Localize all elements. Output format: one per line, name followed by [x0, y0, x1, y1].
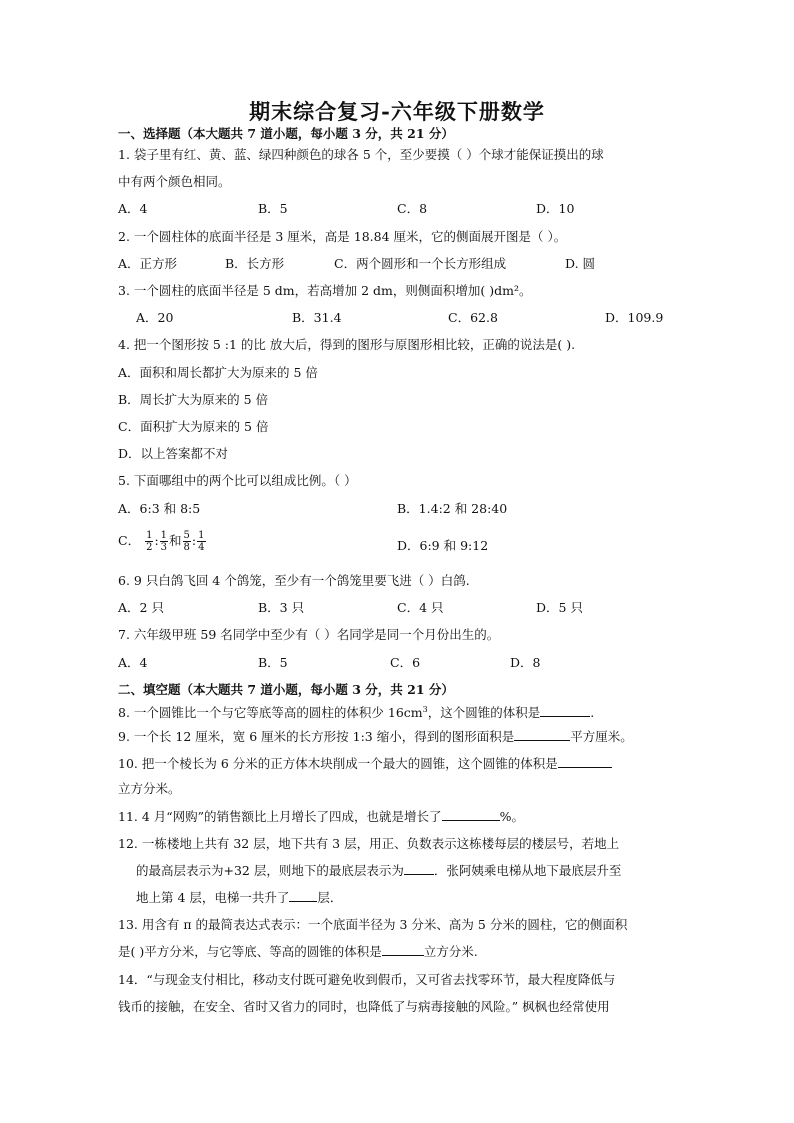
q3-option-a: A．20 — [136, 310, 174, 325]
q6-option-a: A．2 只 — [118, 600, 164, 615]
q2-option-b: B．长方形 — [225, 256, 285, 271]
q6-option-b: B．3 只 — [258, 600, 305, 615]
q7-option-b: B．5 — [258, 655, 288, 670]
q3-option-c: C．62.8 — [448, 310, 498, 325]
q2-option-d: D. 圆 — [565, 256, 596, 271]
question-3-text: 3. 一个圆柱的底面半径是 5 dm，若高增加 2 dm，则侧面积增加( )dm²。 — [118, 283, 532, 298]
question-14-text-cont: 钱币的接触，在安全、省时又省力的同时，也降低了与病毒接触的风险。” 枫枫也经常使用 — [118, 999, 610, 1014]
question-1-text-cont: 中有两个颜色相同。 — [118, 174, 231, 189]
q7-option-c: C．6 — [390, 655, 421, 670]
q7-option-d: D．8 — [510, 655, 541, 670]
fraction: $\frac{1}{4}$ — [198, 530, 205, 553]
question-12-text: 12. 一栋楼地上共有 32 层，地下共有 3 层，用正、负数表示这栋楼每层的楼层号，若地上 — [118, 836, 620, 851]
answer-blank[interactable] — [540, 705, 590, 717]
question-5-text: 5. 下面哪组中的两个比可以组成比例。（ ） — [118, 473, 357, 488]
fraction: $\frac{1}{3}$ — [160, 530, 168, 553]
question-6-text: 6. 9 只白鸽飞回 4 个鸽笼，至少有一个鸽笼里要飞进（ ）白鸽. — [118, 573, 470, 588]
question-11-text: 11. 4 月“网购”的销售额比上月增长了四成，也就是增长了 %。 — [118, 809, 524, 824]
q5-option-c: C． $\frac{1}{2}$ : $\frac{1}{3}$ 和 $\frac{5}{8}$ : $\frac{1}{4}$ — [118, 530, 205, 553]
question-8-text: 8. 一个圆锥比一个与它等底等高的圆柱的体积少 $16cm^3$，这个圆锥的体积是 . — [118, 705, 595, 721]
question-2-text: 2. 一个圆柱体的底面半径是 3 厘米，高是 18.84 厘米，它的侧面展开图是（ ）。 — [118, 229, 567, 244]
q3-option-b: B．31.4 — [292, 310, 342, 325]
question-9-text: 9. 一个长 12 厘米，宽 6 厘米的长方形按 1:3 缩小，得到的图形面积是 平方厘米。 — [118, 729, 633, 744]
q2-option-c: C．两个圆形和一个长方形组成 — [334, 256, 507, 271]
q4-option-b: B．周长扩大为原来的 5 倍 — [118, 392, 269, 407]
q4-option-d: D．以上答案都不对 — [118, 446, 229, 461]
q7-option-a: A．4 — [118, 655, 148, 670]
q1-option-c: C．8 — [397, 201, 428, 216]
q1-option-d: D．10 — [536, 201, 575, 216]
fraction: $\frac{5}{8}$ — [183, 530, 190, 553]
section-heading-fill: 二、填空题（本大题共 7 道小题，每小题 3 分，共 21 分） — [118, 682, 454, 697]
question-10-text: 10. 把一个棱长为 6 分米的正方体木块削成一个最大的圆锥，这个圆锥的体积是 — [118, 756, 612, 772]
q6-option-d: D．5 只 — [536, 600, 583, 615]
answer-blank[interactable] — [558, 756, 612, 768]
q5-option-c-label: C． — [118, 533, 141, 548]
q4-option-c: C．面积扩大为原来的 5 倍 — [118, 419, 269, 434]
question-7-text: 7. 六年级甲班 59 名同学中至少有（ ）名同学是同一个月份出生的。 — [118, 627, 500, 642]
q1-option-b: B．5 — [258, 201, 288, 216]
q5-option-d: D．6:9 和 9:12 — [397, 538, 489, 553]
q2-option-a: A．正方形 — [118, 256, 178, 271]
answer-blank[interactable] — [382, 944, 424, 956]
answer-blank[interactable] — [289, 890, 317, 902]
question-1-text: 1. 袋子里有红、黄、蓝、绿四种颜色的球各 5 个，至少要摸（ ）个球才能保证摸出的球 — [118, 147, 604, 162]
q6-option-c: C．4 只 — [397, 600, 444, 615]
q5-option-b: B．1.4:2 和 28:40 — [397, 501, 508, 516]
page-title: 期末综合复习-六年级下册数学 — [249, 99, 545, 124]
q1-option-a: A．4 — [118, 201, 148, 216]
fraction: $\frac{1}{2}$ — [146, 530, 153, 553]
question-13-text: 13. 用含有 π 的最简表达式表示：一个底面半径为 3 分米、高为 5 分米的圆柱，它的侧面积 — [118, 917, 628, 932]
q4-option-a: A．面积和周长都扩大为原来的 5 倍 — [118, 365, 318, 380]
section-heading-choice: 一、选择题（本大题共 7 道小题，每小题 3 分，共 21 分） — [118, 126, 454, 141]
question-12-text-cont: 的最高层表示为+32 层，则地下的最底层表示为 ．张阿姨乘电梯从地下最底层升至 — [136, 863, 622, 878]
question-4-text: 4. 把一个图形按 5 :1 的比 放大后，得到的图形与原图形相比较，正确的说法是( ). — [118, 337, 576, 352]
question-12-text-cont2: 地上第 4 层，电梯一共升了 层． — [136, 890, 343, 905]
question-14-text: 14．“与现金支付相比，移动支付既可避免收到假币，又可省去找零环节，最大程度降低与 — [118, 972, 616, 987]
answer-blank[interactable] — [442, 809, 500, 821]
question-13-text-cont: 是( )平方分米，与它等底、等高的圆锥的体积是 立方分米. — [118, 944, 478, 959]
answer-blank[interactable] — [514, 729, 570, 741]
question-10-text-cont: 立方分米。 — [118, 781, 181, 796]
q3-option-d: D．109.9 — [605, 310, 664, 325]
answer-blank[interactable] — [404, 863, 434, 875]
q5-option-a: A．6:3 和 8:5 — [118, 501, 201, 516]
